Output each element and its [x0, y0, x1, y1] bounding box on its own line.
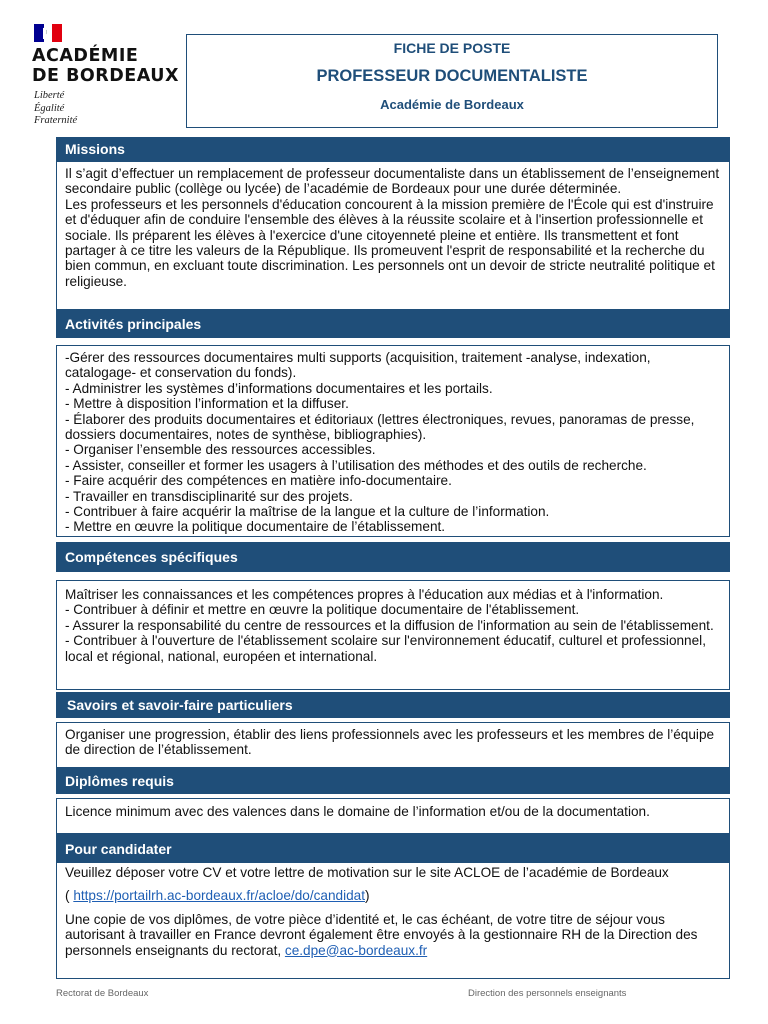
missions-paragraph-1: Il s’agit d’effectuer un remplacement de professeur documentaliste dans un établissement de l’enseignement secondaire public (collège ou lycée) de l’académie de Bordeaux pour une durée déterminée. — [65, 166, 720, 197]
activite-item: - Mettre à disposition l’information et la diffuser. — [65, 396, 349, 412]
doc-type-label: FICHE DE POSTE — [393, 40, 511, 56]
republic-motto — [34, 90, 77, 128]
competences-header: Compétences spécifiques — [56, 542, 730, 572]
activites-header: Activités principales — [56, 310, 730, 338]
activite-item: - Assister, conseiller et former les usagers à l’utilisation des méthodes et des outils de recherche. — [65, 457, 647, 473]
candidater-paragraph-3-text: Une copie de vos diplômes, de votre pièce d’identité et, le cas échéant, de votre titre de séjour vous autorisant à travailler en France devront également être envoyés à la gestionnaire RH de la Direction des personnels enseignants du rectorat, — [65, 911, 698, 958]
candidater-paragraph-3 — [65, 912, 721, 958]
link-prefix: ( — [65, 888, 74, 904]
activite-item: - Organiser l’ensemble des ressources accessibles. — [65, 442, 376, 458]
motto-egalite: Égalité — [34, 102, 65, 114]
footer-right: Direction des personnels enseignants — [468, 988, 627, 999]
activite-item: - Contribuer à faire acquérir la maîtrise de la langue et la culture de l’information. — [65, 504, 550, 520]
academy-subtitle: Académie de Bordeaux — [380, 97, 524, 112]
savoirs-text: Organiser une progression, établir des liens professionnels avec les professeurs et les membres de l’équipe de direction de l’établissement. — [65, 727, 715, 758]
candidater-paragraph-1: Veuillez déposer votre CV et votre lettre de motivation sur le site ACLOE de l’académie de Bordeaux — [65, 865, 669, 880]
activite-item: - Travailler en transdisciplinarité sur des projets. — [65, 488, 353, 504]
diplomes-text: Licence minimum avec des valences dans le domaine de l’information et/ou de la documentation. — [65, 804, 650, 819]
activite-item: - Mettre en œuvre la politique documentaire de l’établissement. — [65, 519, 446, 535]
motto-fraternite: Fraternité — [34, 115, 78, 126]
savoirs-header: Savoirs et savoir-faire particuliers — [56, 692, 730, 718]
missions-header: Missions — [56, 137, 730, 161]
marianne-flag-icon — [34, 24, 62, 42]
diplomes-body — [56, 798, 730, 834]
job-title: PROFESSEUR DOCUMENTALISTE — [316, 67, 588, 85]
diplomes-header: Diplômes requis — [56, 768, 730, 794]
academie-logo — [32, 24, 192, 134]
savoirs-body — [56, 722, 730, 768]
activite-item: -Gérer des ressources documentaires multi supports (acquisition, traitement -analyse, indexation, catalogage- et conservation du fonds). — [65, 350, 651, 381]
logo-line-1: ACADÉMIE — [32, 46, 139, 66]
activite-item: - Élaborer des produits documentaires et éditoriaux (lettres électroniques, revues, panoramas de presse, dossiers documentaires, notes de synthèse, bibliographies). — [65, 411, 695, 443]
missions-body — [56, 161, 730, 310]
footer-left: Rectorat de Bordeaux — [56, 988, 149, 999]
activites-body — [56, 345, 730, 537]
candidater-header: Pour candidater — [56, 834, 730, 863]
missions-paragraph-2: Les professeurs et les personnels d'éducation concourent à la mission première de l'École qui est d'instruire et d'éduquer afin de conduire l'ensemble des élèves à la réussite scolaire et à l'insertion professionnelle et sociale. Ils préparent les élèves à l'exercice d'une citoyenneté pleine et entière. Ils transmettent et font partager à ce titre les valeurs de la République. Ils promeuvent l'esprit de responsabilité et la recherche du bien commun, en excluant toute discrimination. Les personnels ont un devoir de stricte neutralité politique et religieuse. — [65, 196, 715, 289]
candidater-link-line — [65, 888, 721, 903]
competence-item: - Assurer la responsabilité du centre de ressources et la diffusion de l'information au sein de l'établissement. — [65, 617, 714, 633]
dpe-email-link[interactable]: ce.dpe@ac-bordeaux.fr — [284, 942, 428, 958]
logo-line-2: DE BORDEAUX — [32, 66, 179, 86]
motto-liberte: Liberté — [34, 90, 65, 101]
competences-body — [56, 580, 730, 690]
title-box — [186, 34, 718, 128]
competence-item: - Contribuer à l'ouverture de l'établissement scolaire sur l'environnement éducatif, culturel et professionnel, local et régional, national, européen et international. — [65, 633, 706, 664]
activite-item: - Faire acquérir des compétences en matière info-documentaire. — [65, 473, 452, 489]
competence-item: Maîtriser les connaissances et les compétences propres à l'éducation aux médias et à l'information. — [65, 587, 664, 602]
competence-item: - Contribuer à définir et mettre en œuvre la politique documentaire de l'établissement. — [65, 602, 580, 618]
link-suffix: ) — [365, 888, 370, 904]
activite-item: - Administrer les systèmes d’informations documentaires et les portails. — [65, 380, 493, 396]
acloe-link[interactable]: https://portailrh.ac-bordeaux.fr/acloe/do/candidat — [73, 888, 365, 904]
